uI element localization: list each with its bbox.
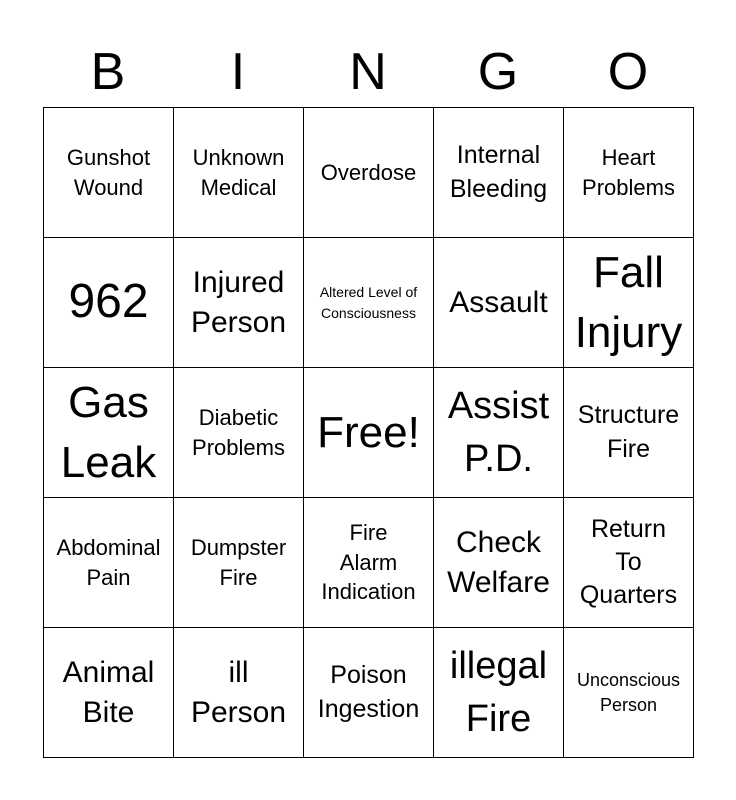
header-letter-b: B: [90, 43, 126, 101]
header-letter-n: N: [349, 43, 387, 101]
bingo-cell-r4-c5[interactable]: Return To Quarters: [564, 498, 694, 628]
bingo-cell-r3-c4[interactable]: Assist P.D.: [434, 368, 564, 498]
header-letter-o: O: [607, 43, 649, 101]
header-letter-g: G: [477, 43, 519, 101]
bingo-cell-r1-c3[interactable]: Overdose: [304, 108, 434, 238]
bingo-cell-r5-c3[interactable]: Poison Ingestion: [304, 628, 434, 758]
bingo-cell-r5-c4[interactable]: illegal Fire: [434, 628, 564, 758]
bingo-cell-r2-c1[interactable]: 962: [44, 238, 174, 368]
bingo-cell-r1-c1[interactable]: Gunshot Wound: [44, 108, 174, 238]
bingo-cell-r5-c1[interactable]: Animal Bite: [44, 628, 174, 758]
bingo-cell-r4-c3[interactable]: Fire Alarm Indication: [304, 498, 434, 628]
bingo-cell-r4-c4[interactable]: Check Welfare: [434, 498, 564, 628]
bingo-cell-r2-c4[interactable]: Assault: [434, 238, 564, 368]
bingo-cell-r5-c2[interactable]: ill Person: [174, 628, 304, 758]
bingo-cell-r3-c1[interactable]: Gas Leak: [44, 368, 174, 498]
bingo-cell-r1-c2[interactable]: Unknown Medical: [174, 108, 304, 238]
bingo-cell-r1-c5[interactable]: Heart Problems: [564, 108, 694, 238]
bingo-cell-r5-c5[interactable]: Unconscious Person: [564, 628, 694, 758]
bingo-cell-r2-c5[interactable]: Fall Injury: [564, 238, 694, 368]
header-letter-i: I: [230, 43, 246, 101]
bingo-header: [43, 36, 693, 108]
bingo-cell-r3-c5[interactable]: Structure Fire: [564, 368, 694, 498]
bingo-cell-r3-c3-free[interactable]: Free!: [304, 368, 434, 498]
bingo-grid: [43, 107, 694, 758]
bingo-cell-r1-c4[interactable]: Internal Bleeding: [434, 108, 564, 238]
bingo-cell-r2-c3[interactable]: Altered Level of Consciousness: [304, 238, 434, 368]
bingo-cell-r3-c2[interactable]: Diabetic Problems: [174, 368, 304, 498]
bingo-cell-r2-c2[interactable]: Injured Person: [174, 238, 304, 368]
bingo-cell-r4-c2[interactable]: Dumpster Fire: [174, 498, 304, 628]
bingo-cell-r4-c1[interactable]: Abdominal Pain: [44, 498, 174, 628]
